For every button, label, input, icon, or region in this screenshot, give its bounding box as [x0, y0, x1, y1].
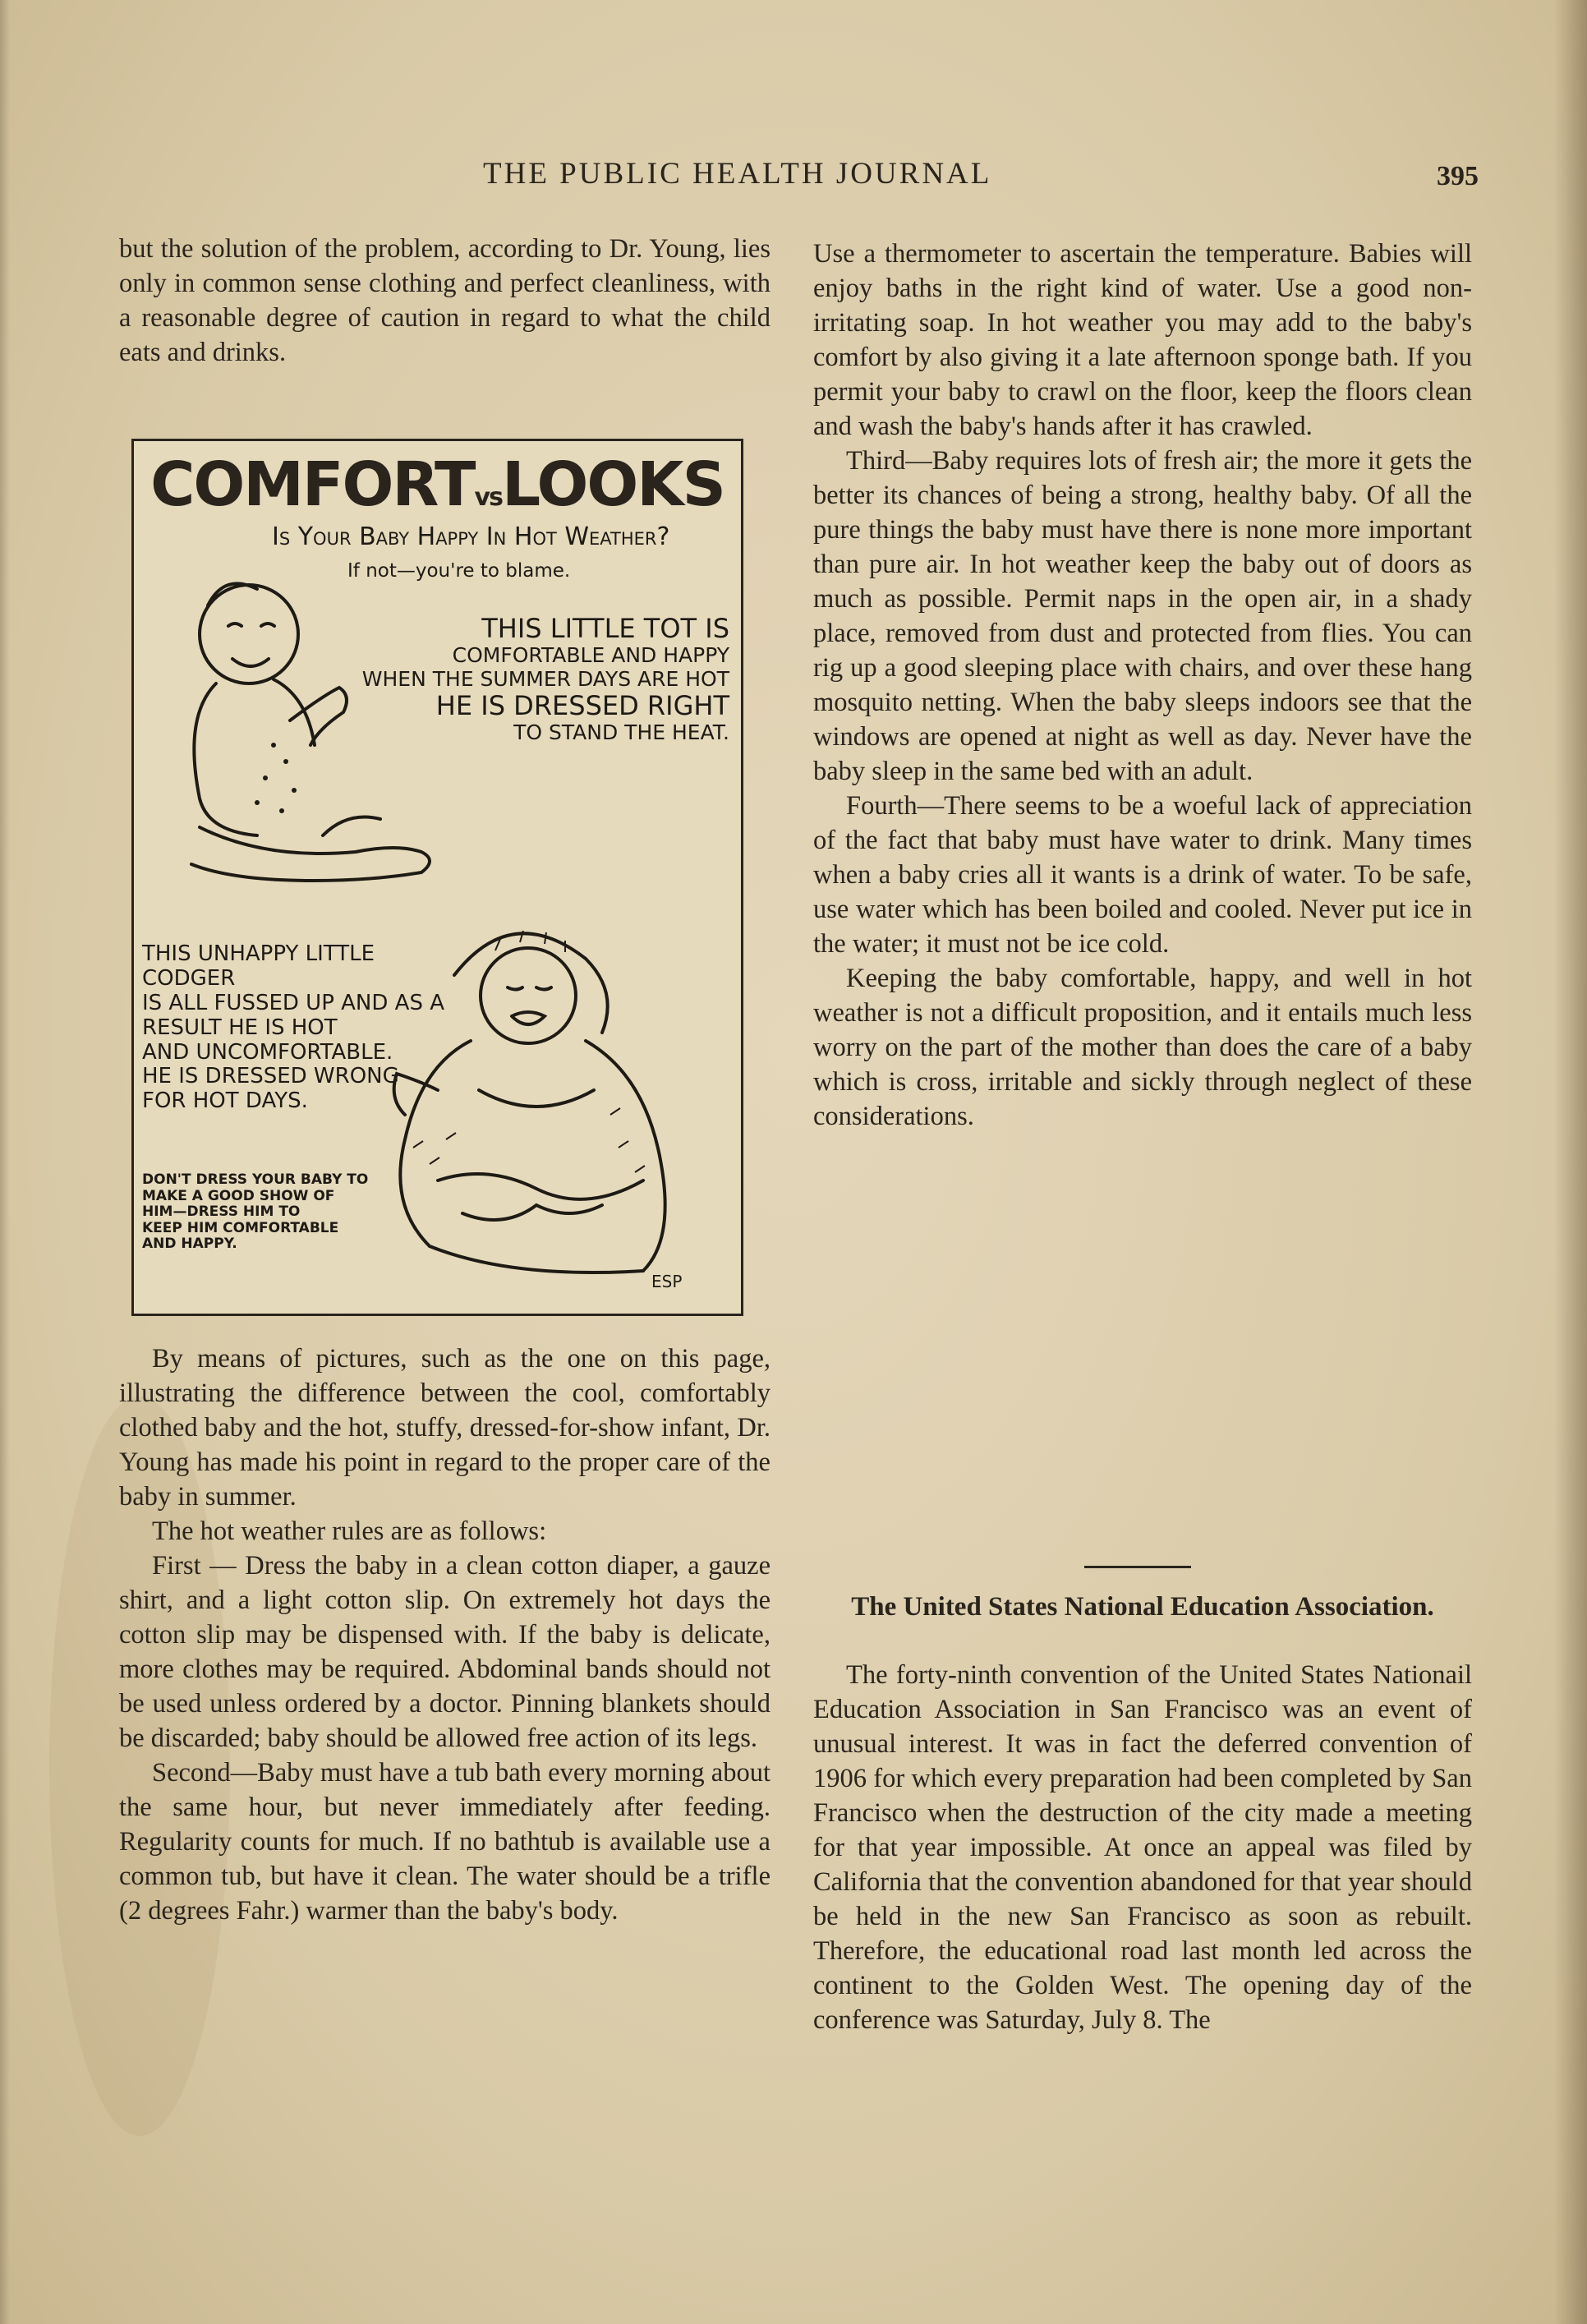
left-paragraph-2: The hot weather rules are as follows:: [152, 1516, 547, 1546]
intro-paragraph: but the solution of the problem, according to Dr. Young, lies only in common sense clothing and perfect cleanliness, with a reasonable degree of caution in regard to what the child eats and drinks.: [119, 234, 770, 367]
figure-title-right: LOOKS: [501, 449, 724, 520]
right-paragraph-1: Use a thermometer to ascertain the temperature. Babies will enjoy baths in the right kind of water. Use a good non-irritating soap. In hot weather you may add to the baby's comfort by also giving it a late afternoon sponge bath. If you permit your baby to crawl on the floor, keep the floors clean and wash the baby's hands after it has crawled.: [813, 239, 1472, 441]
figure-title-left: COMFORT: [150, 449, 475, 520]
unhappy-baby-caption: [142, 942, 462, 1114]
section-paragraph: The forty-ninth convention of the United States Nationail Education Association in San Francisco was an event of unusual interest. It was in fact the deferred convention of 1906 for which every preparation had been completed by San Francisco when the destruction of the city made a meeting for that year impossible. At once an appeal was filed by California that the convention abandoned for that year should be held in the new San Francisco as soon as rebuilt. Therefore, the educational road last month led across the continent to the Golden West. The opening day of the conference was Saturday, July 8. The: [813, 1660, 1472, 2035]
figure-title: [134, 449, 741, 520]
page-left-edge: [0, 0, 10, 2324]
left-paragraph-4: Second—Baby must have a tub bath every morning about the same hour, but never immediately after feeding. Regularity counts for much. If no bathtub is available use a common tub, but have it clean. The water should be a trifle (2 degrees Fahr.) warmer than the baby's body.: [119, 1758, 770, 1926]
happy-caption-line4: HE IS DRESSED RIGHT: [435, 690, 729, 722]
unhappy-caption-line3: RESULT HE IS HOT: [142, 1015, 338, 1040]
unhappy-caption-line2: IS ALL FUSSED UP AND AS A: [142, 990, 444, 1015]
advice-line1: DON'T DRESS YOUR BABY TO: [142, 1171, 369, 1188]
unhappy-caption-line1: THIS UNHAPPY LITTLE CODGER: [142, 941, 375, 991]
unhappy-caption-line6: FOR HOT DAYS.: [142, 1088, 308, 1114]
section-heading: The United States National Education Association.: [851, 1592, 1434, 1622]
left-column-intro: [119, 232, 770, 370]
section-divider: [1084, 1566, 1191, 1568]
happy-caption-line3: WHEN THE SUMMER DAYS ARE HOT: [361, 666, 729, 691]
right-column-body: [813, 237, 1472, 1134]
figure-blame: If not—you're to blame.: [347, 560, 571, 582]
advice-line4: KEEP HIM COMFORTABLE: [142, 1219, 339, 1236]
unhappy-caption-line5: HE IS DRESSED WRONG: [142, 1064, 399, 1089]
left-paragraph-1: By means of pictures, such as the one on this page, illustrating the difference between the cool, comfortably clothed baby and the hot, stuffy, dressed-for-show infant, Dr. Young has made his point in regard to the proper care of the baby in summer.: [119, 1344, 770, 1512]
comfort-vs-looks-illustration: [131, 439, 743, 1316]
advice-line5: AND HAPPY.: [142, 1236, 237, 1253]
running-header: [115, 156, 1479, 205]
left-paragraph-3: First — Dress the baby in a clean cotton diaper, a gauze shirt, and a light cotton slip. On extremely hot days the cotton slip may be dispensed with. If the baby is delicate, more clothes may be required. Abdominal bands should not be used unless ordered by a doctor. Pinning blankets should be discarded; baby should be allowed free action of its legs.: [119, 1551, 770, 1753]
right-column-section: [813, 1658, 1472, 2037]
happy-caption-line2: COMFORTABLE AND HAPPY: [452, 642, 729, 667]
advice-line2: MAKE A GOOD SHOW OF: [142, 1187, 335, 1204]
page-gutter-shadow: [1554, 0, 1587, 2324]
happy-caption-line1: THIS LITTLE TOT IS: [481, 613, 729, 644]
right-paragraph-2: Third—Baby requires lots of fresh air; the more it gets the better its chances of being a strong, healthy baby. Of all the pure things the baby must have there is none more important than pure air. In hot weather keep the baby out of doors as much as possible. Permit naps in the open air, in a shady place, removed from dust and protected from flies. You can rig up a good sleeping place with chairs, and over these hang mosquito netting. When the baby sleeps indoors see that the windows are opened at night as well as day. Never have the baby sleep in the same bed with an adult.: [813, 446, 1472, 786]
happy-caption-line5: TO STAND THE HEAT.: [513, 720, 729, 745]
advice-line3: HIM—DRESS HIM TO: [142, 1203, 301, 1221]
right-paragraph-3: Fourth—There seems to be a woeful lack of appreciation of the fact that baby must have water to drink. Many times when a baby cries all it wants is a drink of water. To be safe, use water which has been boiled and cooled. Never put ice in the water; it must not be ice cold.: [813, 791, 1472, 959]
left-column-body: [119, 1341, 770, 1928]
journal-title: THE PUBLIC HEALTH JOURNAL: [483, 157, 992, 191]
right-paragraph-4: Keeping the baby comfortable, happy, and well in hot weather is not a difficult proposition, and it entails much less worry on the part of the mother than does the care of a baby which is cross, irritable and sickly through neglect of these considerations.: [813, 964, 1472, 1131]
unhappy-caption-line4: AND UNCOMFORTABLE.: [142, 1039, 393, 1065]
happy-baby-caption: [302, 614, 729, 745]
figure-question: Is Your Baby Happy In Hot Weather?: [272, 522, 670, 551]
advice-caption: [142, 1172, 405, 1253]
page-number: 395: [1437, 161, 1479, 191]
artist-signature: ESP: [651, 1272, 683, 1291]
figure-title-vs: vs: [474, 483, 502, 512]
